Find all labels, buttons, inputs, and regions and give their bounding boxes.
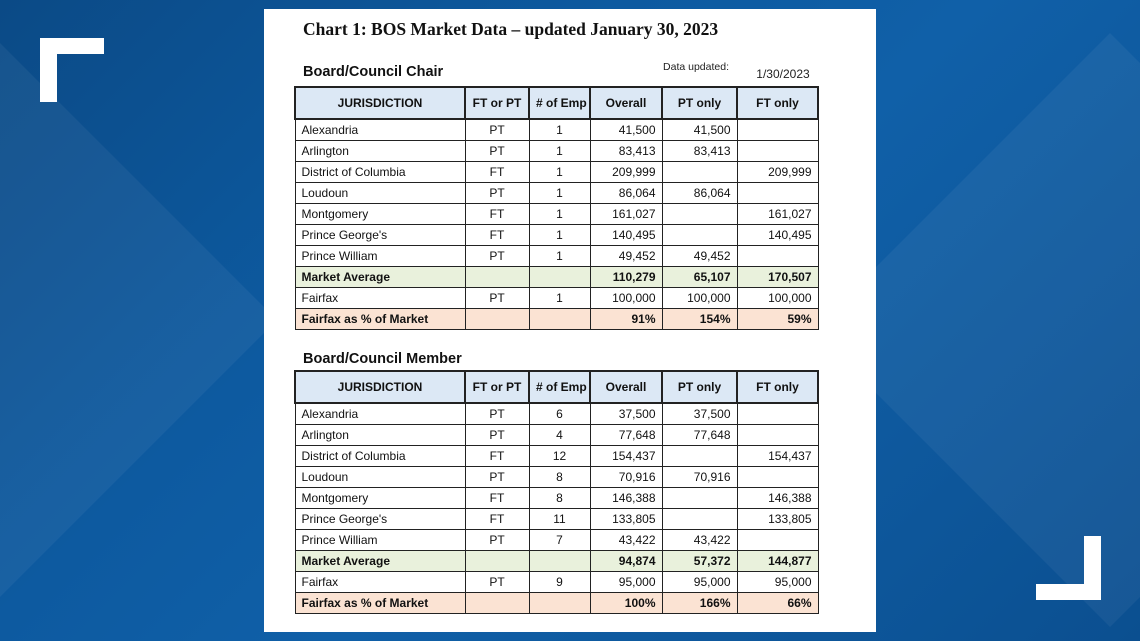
- table-row: [295, 225, 818, 246]
- overall-cell: 77,648: [590, 425, 662, 446]
- jurisdiction-cell: Prince William: [295, 530, 465, 551]
- num-employees-cell: 1: [529, 246, 590, 267]
- section-title-member: Board/Council Member: [303, 351, 462, 367]
- table-row: [295, 246, 818, 267]
- header-overall: Overall: [590, 87, 662, 119]
- jurisdiction-cell: Prince George's: [295, 509, 465, 530]
- fairfax-num-employees: 9: [529, 572, 590, 593]
- pt-only-cell: 83,413: [662, 141, 737, 162]
- overall-cell: 83,413: [590, 141, 662, 162]
- overall-cell: 146,388: [590, 488, 662, 509]
- jurisdiction-cell: Prince George's: [295, 225, 465, 246]
- overall-cell: 140,495: [590, 225, 662, 246]
- table-row: [295, 119, 818, 141]
- jurisdiction-cell: Alexandria: [295, 403, 465, 425]
- member-market-table: [294, 370, 819, 614]
- overall-cell: 86,064: [590, 183, 662, 204]
- pt-only-cell: 70,916: [662, 467, 737, 488]
- table-row: [295, 403, 818, 425]
- table-row: [295, 141, 818, 162]
- pt-only-cell: [662, 162, 737, 183]
- header-pt-only: PT only: [662, 87, 737, 119]
- overall-cell: 209,999: [590, 162, 662, 183]
- jurisdiction-cell: Montgomery: [295, 488, 465, 509]
- jurisdiction-cell: District of Columbia: [295, 162, 465, 183]
- fairfax-ft-only: 100,000: [737, 288, 818, 309]
- pt-only-cell: 77,648: [662, 425, 737, 446]
- ft-or-pt-cell: PT: [465, 530, 529, 551]
- table-row: [295, 183, 818, 204]
- market-average-overall: 94,874: [590, 551, 662, 572]
- header-ft-or-pt: FT or PT: [465, 87, 529, 119]
- fairfax-percent-ft-only: 59%: [737, 309, 818, 330]
- pt-only-cell: [662, 488, 737, 509]
- chart-title: Chart 1: BOS Market Data – updated January 30, 2023: [303, 19, 719, 39]
- market-average-label: Market Average: [295, 267, 465, 288]
- table-header-row: [295, 87, 818, 119]
- pt-only-cell: 43,422: [662, 530, 737, 551]
- ft-or-pt-cell: FT: [465, 509, 529, 530]
- ft-or-pt-cell: FT: [465, 204, 529, 225]
- ft-or-pt-cell: FT: [465, 162, 529, 183]
- fairfax-pt-only: 95,000: [662, 572, 737, 593]
- table-row: [295, 467, 818, 488]
- chair-market-table: [294, 86, 819, 330]
- document-page: [264, 9, 876, 632]
- num-employees-cell: 11: [529, 509, 590, 530]
- market-average-row: [295, 267, 818, 288]
- pt-only-cell: 49,452: [662, 246, 737, 267]
- jurisdiction-cell: Loudoun: [295, 183, 465, 204]
- pt-only-cell: 37,500: [662, 403, 737, 425]
- ft-only-cell: [737, 119, 818, 141]
- pt-only-cell: 86,064: [662, 183, 737, 204]
- market-average-ft-only: 144,877: [737, 551, 818, 572]
- header-overall: Overall: [590, 371, 662, 403]
- data-updated-label: Data updated:: [663, 61, 729, 73]
- num-employees-cell: 1: [529, 119, 590, 141]
- empty-cell: [529, 267, 590, 288]
- fairfax-overall: 100,000: [590, 288, 662, 309]
- ft-only-cell: [737, 246, 818, 267]
- fairfax-percent-overall: 91%: [590, 309, 662, 330]
- fairfax-label: Fairfax: [295, 288, 465, 309]
- ft-or-pt-cell: PT: [465, 403, 529, 425]
- fairfax-pt-only: 100,000: [662, 288, 737, 309]
- overall-cell: 133,805: [590, 509, 662, 530]
- fairfax-ft-only: 95,000: [737, 572, 818, 593]
- fairfax-percent-ft-only: 66%: [737, 593, 818, 614]
- jurisdiction-cell: Alexandria: [295, 119, 465, 141]
- table-row: [295, 204, 818, 225]
- ft-or-pt-cell: PT: [465, 141, 529, 162]
- num-employees-cell: 1: [529, 204, 590, 225]
- num-employees-cell: 1: [529, 141, 590, 162]
- num-employees-cell: 8: [529, 488, 590, 509]
- ft-or-pt-cell: PT: [465, 467, 529, 488]
- header-num-employees: # of Emp: [529, 87, 590, 119]
- fairfax-percent-pt-only: 166%: [662, 593, 737, 614]
- jurisdiction-cell: Loudoun: [295, 467, 465, 488]
- jurisdiction-cell: Arlington: [295, 425, 465, 446]
- ft-only-cell: [737, 530, 818, 551]
- data-updated-date: 1/30/2023: [756, 67, 810, 81]
- table-row: [295, 425, 818, 446]
- fairfax-label: Fairfax: [295, 572, 465, 593]
- table-row: [295, 446, 818, 467]
- overall-cell: 154,437: [590, 446, 662, 467]
- table-row: [295, 488, 818, 509]
- pt-only-cell: [662, 204, 737, 225]
- market-average-pt-only: 65,107: [662, 267, 737, 288]
- fairfax-row: [295, 572, 818, 593]
- num-employees-cell: 6: [529, 403, 590, 425]
- fairfax-percent-row: [295, 309, 818, 330]
- overall-cell: 37,500: [590, 403, 662, 425]
- ft-only-cell: [737, 403, 818, 425]
- jurisdiction-cell: Montgomery: [295, 204, 465, 225]
- ft-or-pt-cell: FT: [465, 488, 529, 509]
- fairfax-ft-or-pt: PT: [465, 572, 529, 593]
- fairfax-percent-label: Fairfax as % of Market: [295, 309, 465, 330]
- ft-only-cell: [737, 467, 818, 488]
- num-employees-cell: 4: [529, 425, 590, 446]
- fairfax-percent-row: [295, 593, 818, 614]
- ft-or-pt-cell: PT: [465, 425, 529, 446]
- ft-only-cell: 140,495: [737, 225, 818, 246]
- empty-cell: [465, 309, 529, 330]
- background-diamond-left: [0, 23, 277, 617]
- empty-cell: [465, 551, 529, 572]
- ft-only-cell: [737, 425, 818, 446]
- fairfax-percent-label: Fairfax as % of Market: [295, 593, 465, 614]
- num-employees-cell: 7: [529, 530, 590, 551]
- num-employees-cell: 1: [529, 183, 590, 204]
- table-row: [295, 509, 818, 530]
- header-pt-only: PT only: [662, 371, 737, 403]
- market-average-label: Market Average: [295, 551, 465, 572]
- ft-or-pt-cell: FT: [465, 225, 529, 246]
- num-employees-cell: 1: [529, 162, 590, 183]
- header-ft-only: FT only: [737, 87, 818, 119]
- jurisdiction-cell: Prince William: [295, 246, 465, 267]
- overall-cell: 70,916: [590, 467, 662, 488]
- overall-cell: 161,027: [590, 204, 662, 225]
- pt-only-cell: [662, 225, 737, 246]
- ft-or-pt-cell: PT: [465, 246, 529, 267]
- ft-only-cell: [737, 183, 818, 204]
- jurisdiction-cell: Arlington: [295, 141, 465, 162]
- fairfax-ft-or-pt: PT: [465, 288, 529, 309]
- header-jurisdiction: JURISDICTION: [295, 87, 465, 119]
- market-average-ft-only: 170,507: [737, 267, 818, 288]
- fairfax-row: [295, 288, 818, 309]
- empty-cell: [529, 309, 590, 330]
- overall-cell: 43,422: [590, 530, 662, 551]
- market-average-row: [295, 551, 818, 572]
- fairfax-overall: 95,000: [590, 572, 662, 593]
- header-num-employees: # of Emp: [529, 371, 590, 403]
- num-employees-cell: 8: [529, 467, 590, 488]
- overall-cell: 41,500: [590, 119, 662, 141]
- jurisdiction-cell: District of Columbia: [295, 446, 465, 467]
- market-average-pt-only: 57,372: [662, 551, 737, 572]
- section-title-chair: Board/Council Chair: [303, 64, 444, 80]
- num-employees-cell: 12: [529, 446, 590, 467]
- pt-only-cell: 41,500: [662, 119, 737, 141]
- header-ft-only: FT only: [737, 371, 818, 403]
- empty-cell: [529, 551, 590, 572]
- ft-only-cell: 133,805: [737, 509, 818, 530]
- fairfax-percent-overall: 100%: [590, 593, 662, 614]
- fairfax-percent-pt-only: 154%: [662, 309, 737, 330]
- market-average-overall: 110,279: [590, 267, 662, 288]
- num-employees-cell: 1: [529, 225, 590, 246]
- ft-only-cell: 209,999: [737, 162, 818, 183]
- ft-or-pt-cell: PT: [465, 183, 529, 204]
- table-header-row: [295, 371, 818, 403]
- header-jurisdiction: JURISDICTION: [295, 371, 465, 403]
- ft-or-pt-cell: PT: [465, 119, 529, 141]
- pt-only-cell: [662, 509, 737, 530]
- table-row: [295, 530, 818, 551]
- pt-only-cell: [662, 446, 737, 467]
- ft-only-cell: [737, 141, 818, 162]
- table-row: [295, 162, 818, 183]
- empty-cell: [465, 593, 529, 614]
- empty-cell: [465, 267, 529, 288]
- ft-or-pt-cell: FT: [465, 446, 529, 467]
- ft-only-cell: 146,388: [737, 488, 818, 509]
- header-ft-or-pt: FT or PT: [465, 371, 529, 403]
- fairfax-num-employees: 1: [529, 288, 590, 309]
- empty-cell: [529, 593, 590, 614]
- overall-cell: 49,452: [590, 246, 662, 267]
- ft-only-cell: 154,437: [737, 446, 818, 467]
- ft-only-cell: 161,027: [737, 204, 818, 225]
